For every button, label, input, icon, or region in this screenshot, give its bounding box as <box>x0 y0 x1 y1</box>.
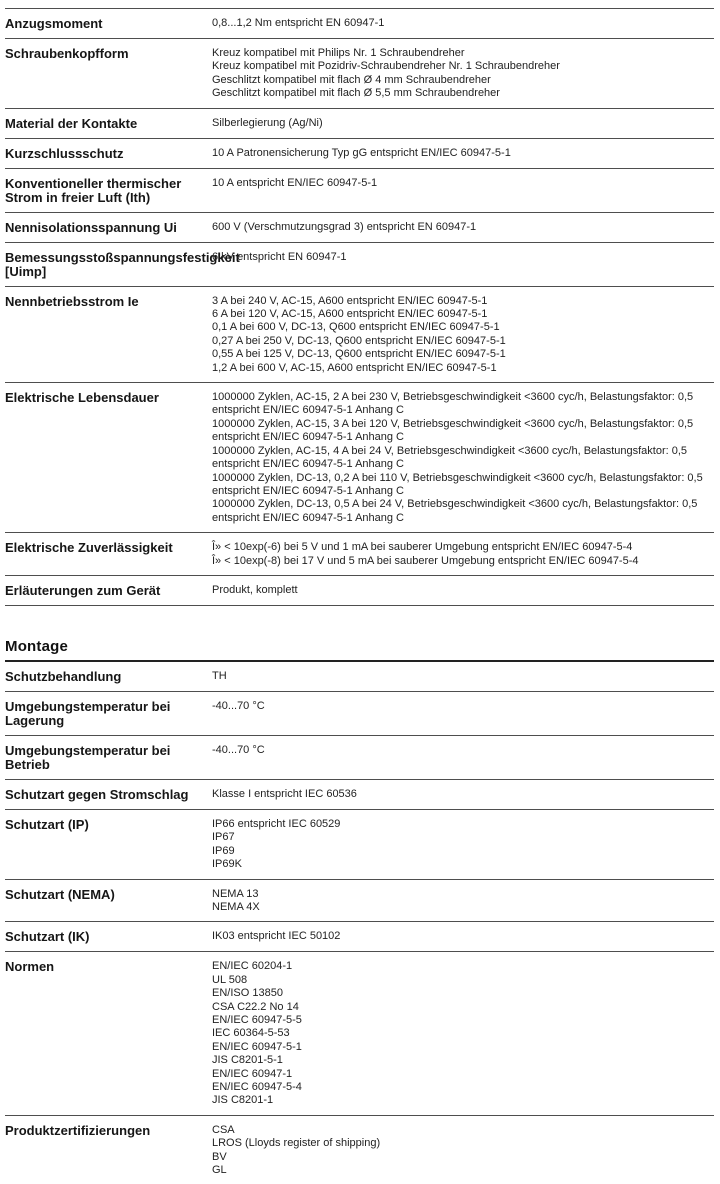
spec-value-line: EN/IEC 60947-5-4 <box>212 1081 302 1094</box>
spec-row <box>5 39 714 109</box>
spec-value-line: EN/IEC 60947-5-5 <box>212 1014 302 1026</box>
spec-values <box>212 146 714 160</box>
spec-value-line: Geschlitzt kompatibel mit flach Ø 4 mm Schraubendreher <box>212 73 491 86</box>
spec-label: Material der Kontakte <box>5 115 138 131</box>
spec-value-line: 600 V (Verschmutzungsgrad 3) entspricht EN 60947-1 <box>212 220 477 233</box>
spec-value-line: Produkt, komplett <box>212 583 298 596</box>
spec-label: Schutzart (IK) <box>5 929 90 945</box>
spec-value-line: 10 A entspricht EN/IEC 60947-5-1 <box>212 176 378 189</box>
spec-value-line: EN/ISO 13850 <box>212 987 283 1000</box>
spec-row <box>5 9 714 39</box>
spec-value-line: JIS C8201-1 <box>212 1094 274 1107</box>
spec-value-line: Geschlitzt kompatibel mit flach Ø 5,5 mm Schraubendreher <box>212 87 500 100</box>
spec-values <box>212 787 714 801</box>
spec-value-line: entspricht EN/IEC 60947-5-1 Anhang C <box>212 484 405 497</box>
spec-label: Schutzart (NEMA) <box>5 886 115 902</box>
spec-value-line: IEC 60364-5-53 <box>212 1027 290 1040</box>
spec-values <box>212 743 714 757</box>
spec-value-line: UL 508 <box>212 973 248 986</box>
spec-values <box>212 887 714 915</box>
spec-label: Umgebungstemperatur bei Betrieb <box>5 742 171 772</box>
spec-value-line: -40...70 °C <box>212 743 265 756</box>
spec-value-line: CSA <box>212 1123 235 1136</box>
spec-label: Schutzart (IP) <box>5 816 89 832</box>
spec-value-line: 6 kV entspricht EN 60947-1 <box>212 250 347 263</box>
spec-value-line: Silberlegierung (Ag/Ni) <box>212 116 323 129</box>
spec-label: Elektrische Lebensdauer <box>5 390 159 406</box>
spec-value-line: 0,8...1,2 Nm entspricht EN 60947-1 <box>212 17 385 29</box>
spec-value-line: Kreuz kompatibel mit Pozidriv-Schraubendreher Nr. 1 Schraubendreher <box>212 60 560 73</box>
spec-value-line: Kreuz kompatibel mit Philips Nr. 1 Schraubendreher <box>212 47 465 59</box>
spec-values <box>212 583 714 597</box>
spec-value-line: Î» < 10exp(-8) bei 17 V und 5 mA bei sauberer Umgebung entspricht EN/IEC 60947-5-4 <box>212 554 639 567</box>
spec-value-line: NEMA 4X <box>212 900 260 913</box>
spec-values <box>212 669 714 683</box>
spec-value-line: 1000000 Zyklen, AC-15, 4 A bei 24 V, Betriebsgeschwindigkeit <3600 cyc/h, Belastungsfaktor: 0,5 <box>212 444 688 457</box>
spec-label: Umgebungstemperatur bei Lagerung <box>5 698 171 728</box>
spec-row <box>5 169 714 213</box>
spec-section <box>5 636 714 1184</box>
spec-value-line: 1000000 Zyklen, DC-13, 0,2 A bei 110 V, Betriebsgeschwindigkeit <3600 cyc/h, Belastungsfaktor: 0,5 <box>212 471 703 484</box>
spec-label: Produktzertifizierungen <box>5 1122 151 1138</box>
spec-values <box>212 390 714 525</box>
spec-value-line: 6 A bei 120 V, AC-15, A600 entspricht EN/IEC 60947-5-1 <box>212 308 488 321</box>
spec-label: Schutzbehandlung <box>5 668 122 684</box>
spec-row <box>5 213 714 243</box>
spec-values <box>212 699 714 713</box>
spec-row <box>5 109 714 139</box>
spec-value-line: IP69 <box>212 844 235 857</box>
spec-label: Bemessungsstoßspannungsfestigkeit [Uimp] <box>5 249 240 279</box>
spec-row <box>5 952 714 1115</box>
spec-value-line: 0,1 A bei 600 V, DC-13, Q600 entspricht EN/IEC 60947-5-1 <box>212 321 500 334</box>
spec-label: Konventioneller thermischer Strom in freier Luft (Ith) <box>5 175 182 205</box>
spec-value-line: 1000000 Zyklen, AC-15, 2 A bei 230 V, Betriebsgeschwindigkeit <3600 cyc/h, Belastungsfaktor: 0,5 <box>212 391 694 404</box>
spec-values <box>212 929 714 943</box>
spec-value-line: entspricht EN/IEC 60947-5-1 Anhang C <box>212 404 405 417</box>
spec-value-line: IK03 entspricht IEC 50102 <box>212 930 341 943</box>
spec-value-line: EN/IEC 60947-1 <box>212 1067 293 1080</box>
spec-value-line: entspricht EN/IEC 60947-5-1 Anhang C <box>212 431 405 444</box>
spec-value-line: IP66 entspricht IEC 60529 <box>212 817 341 830</box>
spec-value-line: GL <box>212 1164 227 1177</box>
spec-value-line: LROS (Lloyds register of shipping) <box>212 1137 381 1150</box>
section-heading: Montage <box>5 636 714 662</box>
spec-value-line: EN/IEC 60947-5-1 <box>212 1040 302 1053</box>
spec-value-line: entspricht EN/IEC 60947-5-1 Anhang C <box>212 511 405 524</box>
spec-label: Kurzschlussschutz <box>5 145 124 161</box>
spec-value-line: entspricht EN/IEC 60947-5-1 Anhang C <box>212 458 405 471</box>
spec-row <box>5 880 714 923</box>
spec-section <box>5 8 714 606</box>
spec-row <box>5 533 714 576</box>
spec-value-line: 0,55 A bei 125 V, DC-13, Q600 entspricht EN/IEC 60947-5-1 <box>212 348 506 361</box>
spec-row <box>5 922 714 952</box>
spec-values <box>212 959 714 1107</box>
spec-value-line: IP69K <box>212 858 242 871</box>
spec-values <box>212 817 714 872</box>
spec-value-line: EN/IEC 60204-1 <box>212 960 293 973</box>
spec-value-line: NEMA 13 <box>212 887 259 900</box>
spec-label: Erläuterungen zum Gerät <box>5 582 161 598</box>
spec-value-line: Î» < 10exp(-6) bei 5 V und 1 mA bei sauberer Umgebung entspricht EN/IEC 60947-5-4 <box>212 541 633 554</box>
spec-row <box>5 287 714 383</box>
spec-value-line: 3 A bei 240 V, AC-15, A600 entspricht EN/IEC 60947-5-1 <box>212 294 488 307</box>
spec-value-line: 1000000 Zyklen, AC-15, 3 A bei 120 V, Betriebsgeschwindigkeit <3600 cyc/h, Belastungsfaktor: 0,5 <box>212 417 694 430</box>
spec-row <box>5 692 714 736</box>
spec-label: Normen <box>5 959 55 975</box>
spec-values <box>212 46 714 101</box>
spec-value-line: 1,2 A bei 600 V, AC-15, A600 entspricht EN/IEC 60947-5-1 <box>212 361 497 374</box>
spec-row <box>5 780 714 810</box>
spec-label: Schutzart gegen Stromschlag <box>5 786 189 802</box>
spec-row <box>5 1116 714 1184</box>
spec-value-line: -40...70 °C <box>212 699 265 712</box>
spec-label: Elektrische Zuverlässigkeit <box>5 540 173 556</box>
spec-value-line: 0,27 A bei 250 V, DC-13, Q600 entspricht EN/IEC 60947-5-1 <box>212 334 506 347</box>
spec-values <box>212 16 714 30</box>
spec-value-line: BV <box>212 1150 227 1163</box>
spec-values <box>212 1123 714 1178</box>
spec-values <box>212 176 714 190</box>
spec-values <box>212 220 714 234</box>
spec-row <box>5 139 714 169</box>
spec-values <box>212 116 714 130</box>
spec-row <box>5 736 714 780</box>
spec-label: Nennbetriebsstrom Ie <box>5 293 139 309</box>
spec-value-line: 1000000 Zyklen, DC-13, 0,5 A bei 24 V, Betriebsgeschwindigkeit <3600 cyc/h, Belastungsfaktor: 0,5 <box>212 498 698 511</box>
spec-values <box>212 294 714 375</box>
spec-values <box>212 540 714 568</box>
spec-row <box>5 243 714 287</box>
spec-label: Nennisolationsspannung Ui <box>5 219 177 235</box>
spec-value-line: TH <box>212 669 227 682</box>
spec-values <box>212 250 714 264</box>
spec-row <box>5 383 714 533</box>
spec-value-line: CSA C22.2 No 14 <box>212 1000 299 1013</box>
spec-value-line: JIS C8201-5-1 <box>212 1054 283 1067</box>
spec-row <box>5 576 714 606</box>
spec-label: Schraubenkopfform <box>5 46 129 61</box>
spec-label: Anzugsmoment <box>5 16 103 31</box>
spec-value-line: 10 A Patronensicherung Typ gG entspricht EN/IEC 60947-5-1 <box>212 146 511 159</box>
spec-value-line: Klasse I entspricht IEC 60536 <box>212 787 357 800</box>
spec-value-line: IP67 <box>212 831 235 844</box>
spec-row <box>5 810 714 880</box>
spec-row <box>5 662 714 692</box>
